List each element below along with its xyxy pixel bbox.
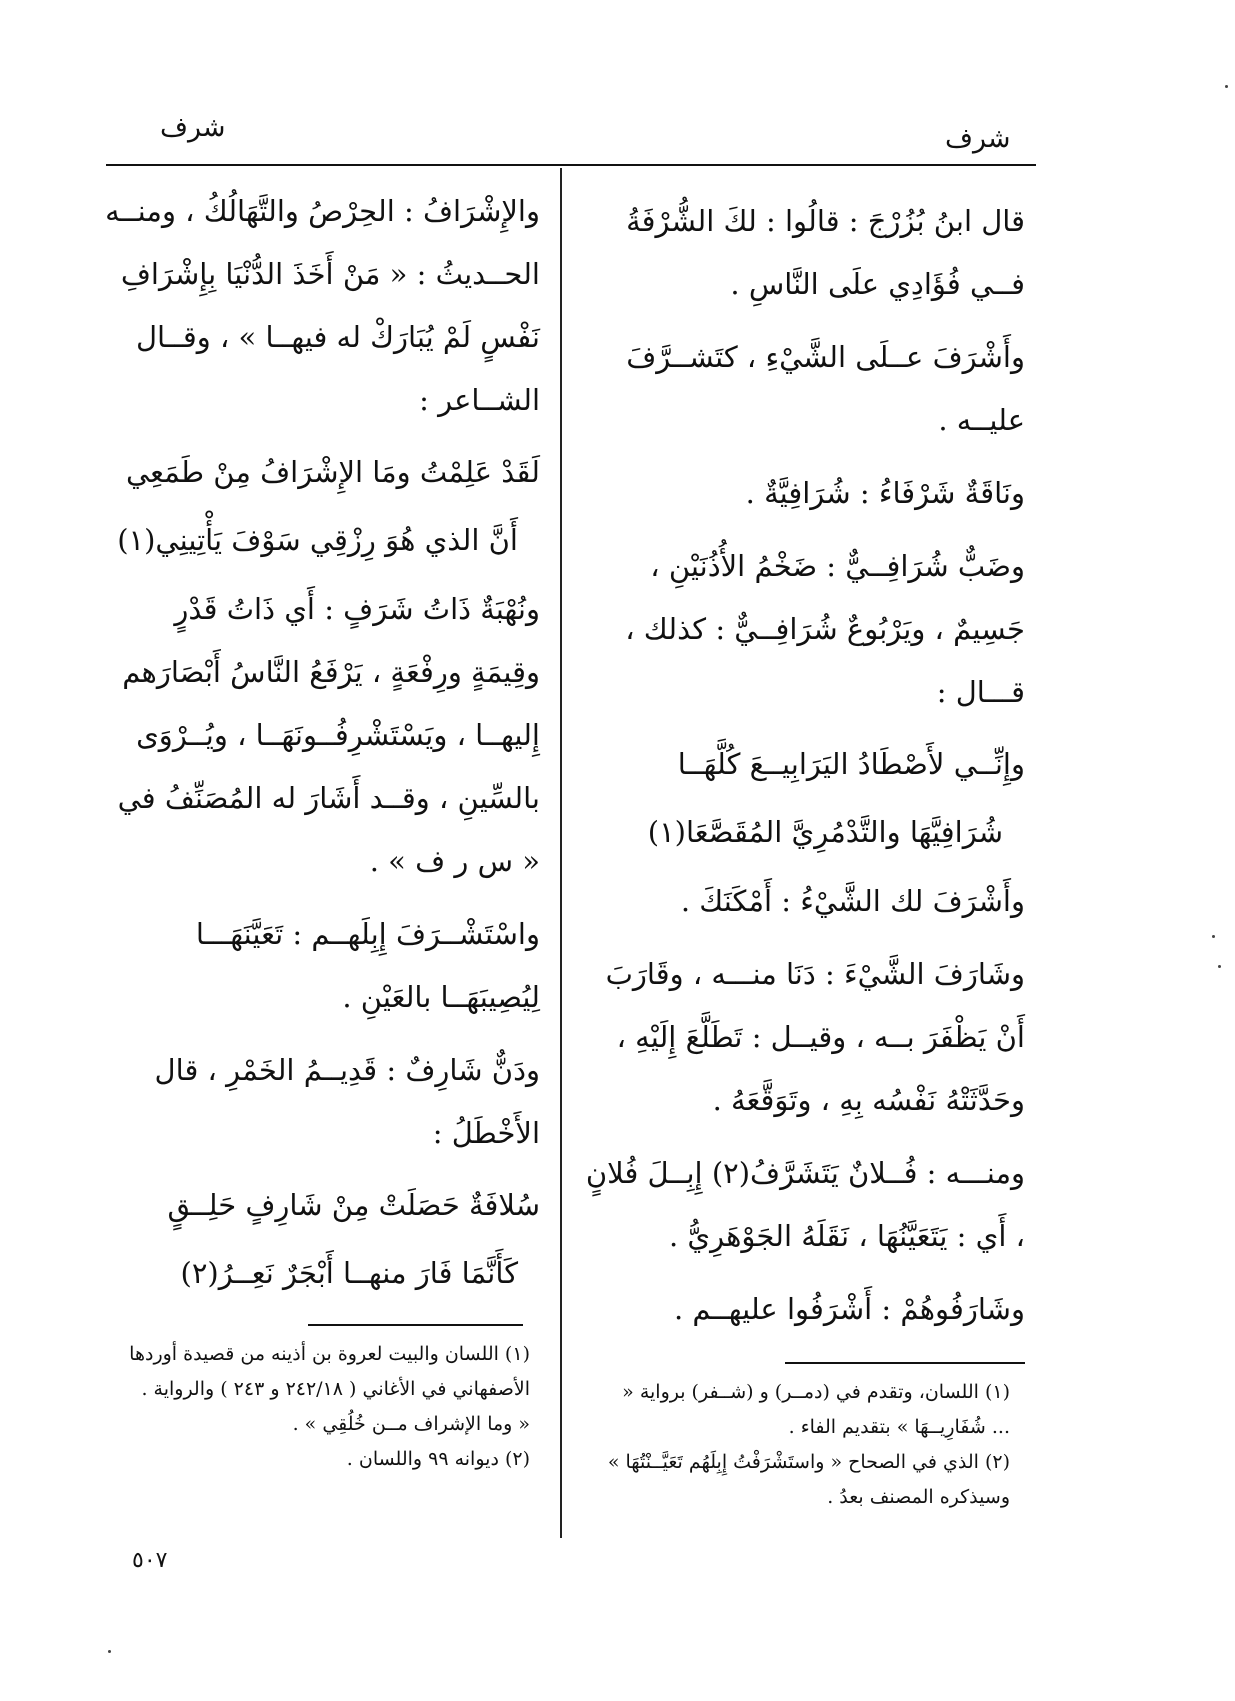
verse-block — [100, 1175, 540, 1303]
verse-line: سُلافَةٌ حَصَلَتْ مِنْ شَارِفٍ حَلِــقٍ — [167, 1188, 540, 1222]
footnotes-right — [600, 1375, 1010, 1515]
footnote: (١) اللسان والبيت لعروة بن أذينه من قصيدة أوردها الأصفهاني في الأغاني ( ٢٤٢/١٨ و ٢٤٣ ) والرواية . — [129, 1343, 530, 1400]
verse-block — [100, 442, 540, 570]
column-divider — [560, 168, 562, 1538]
verse-line: وإِنِّــي لأَصْطَادُ اليَرَابِيــعَ كُلَّهَــا — [677, 747, 1025, 781]
footnote: (٢) ديوانه ٩٩ واللسان . — [346, 1448, 530, 1470]
footnote-rule — [308, 1324, 523, 1326]
scan-speck — [108, 1650, 111, 1653]
running-header-right: شرف — [945, 123, 1011, 154]
entry-paragraph: والإِشْرَافُ : الحِرْصُ والتَّهَالُكُ ، ومنــه الحــديثُ : « مَنْ أَخَذَ الدُّنْيَا بِإِشْرَافِ نَفْسٍ لَمْ يُبَارَكْ له فيهــا » ، وقــال الشــاعر : — [105, 194, 540, 417]
footnote-rule — [785, 1362, 1025, 1364]
verse-line: أَنَّ الذي هُوَ رِزْقِي سَوْفَ يَأْتِينِي(١) — [117, 523, 518, 557]
running-header-left: شرف — [160, 112, 226, 143]
entry-paragraph: ودَنٌّ شَارِفٌ : قَدِيــمُ الخَمْرِ ، قال الأَخْطَلُ : — [154, 1053, 540, 1150]
entry-paragraph: وأَشْرَفَ لك الشَّيْءُ : أَمْكَنَكَ . — [680, 884, 1025, 918]
entry-paragraph: وأَشْرَفَ عــلَى الشَّيْءِ ، كتَشــرَّفَ عليــه . — [626, 340, 1025, 437]
verse-block — [585, 734, 1025, 862]
footnotes-left — [100, 1337, 530, 1477]
footnote: « وما الإشراف مــن خُلُقِي » . — [292, 1413, 530, 1435]
left-column — [100, 180, 540, 1311]
entry-paragraph: ومنـــه : فُــلانٌ يَتَشَرَّفُ(٢) إِبِــلَ فُلانٍ ، أَي : يَتَعَيَّنُهَا ، نَقَلَهُ الجَوْهَرِيُّ . — [585, 1156, 1025, 1253]
entry-paragraph: وضَبٌّ شُرَافِــيٌّ : ضَخْمُ الأُذُنَيْنِ ، جَسِيمٌ ، ويَرْبُوعٌ شُرَافِــيٌّ : كذلك ، قـــال : — [625, 549, 1025, 709]
entry-paragraph: ونُهْبَةٌ ذَاتُ شَرَفٍ : أَي ذَاتُ قَدْرٍ وقِيمَةٍ ورِفْعَةٍ ، يَرْفَعُ النَّاسُ أَبْصَارَهم إِليهــا ، ويَسْتَشْرِفُــونَهَــا ، ويُــرْوَى بالسِّينِ ، وقــد أَشَارَ له المُصَنِّفُ في « س ر ف » . — [117, 592, 540, 878]
scan-speck — [1218, 965, 1221, 968]
verse-line: شُرَافِيَّهَا والتَّدْمُرِيَّ المُقَصَّعَا(١) — [647, 815, 1003, 849]
footnote: (٢) الذي في الصحاح « واستَشْرَفْتُ إِبِلَهُم تَعَيَّــنْتُهَا » وسيذكره المصنف بعدُ . — [607, 1451, 1010, 1508]
entry-paragraph: وشَارَفُوهُمْ : أَشْرَفُوا عليهــم . — [673, 1292, 1025, 1326]
entry-paragraph: واسْتَشْــرَفَ إِبِلَهــم : تَعَيَّنَهَـــا لِيُصِيبَهَــا بالعَيْنِ . — [195, 917, 540, 1014]
right-column — [585, 190, 1025, 1351]
scan-speck — [1225, 85, 1228, 88]
header-rule — [106, 164, 1036, 166]
entry-paragraph: قال ابنُ بُزُرْجَ : قالُوا : لكَ الشُّرْفَةُ فــي فُؤَادِي علَى النَّاسِ . — [626, 204, 1025, 301]
entry-paragraph: ونَاقَةٌ شَرْفَاءُ : شُرَافِيَّةٌ . — [745, 476, 1025, 510]
footnote: (١) اللسان، وتقدم في (دمــر) و (شــفر) برواية « ... شُفَارِيــهَا » بتقديم الفاء . — [622, 1381, 1010, 1438]
verse-line: لَقَدْ عَلِمْتُ ومَا الإِشْرَافُ مِنْ طَمَعِي — [126, 455, 540, 489]
scan-speck — [1212, 935, 1215, 938]
page-number: ٥٠٧ — [132, 1548, 168, 1573]
entry-paragraph: وشَارَفَ الشَّيْءَ : دَنَا منـــه ، وقَارَبَ أَنْ يَظْفَرَ بــه ، وقيــل : تَطَلَّعَ إِلَيْهِ ، وحَدَّثَتْهُ نَفْسُه بِهِ ، وتَوَقَّعَهُ . — [605, 957, 1025, 1117]
verse-line: كَأَنَّمَا فَارَ منهــا أَبْجَرٌ نَعِــرُ(٢) — [180, 1256, 518, 1290]
